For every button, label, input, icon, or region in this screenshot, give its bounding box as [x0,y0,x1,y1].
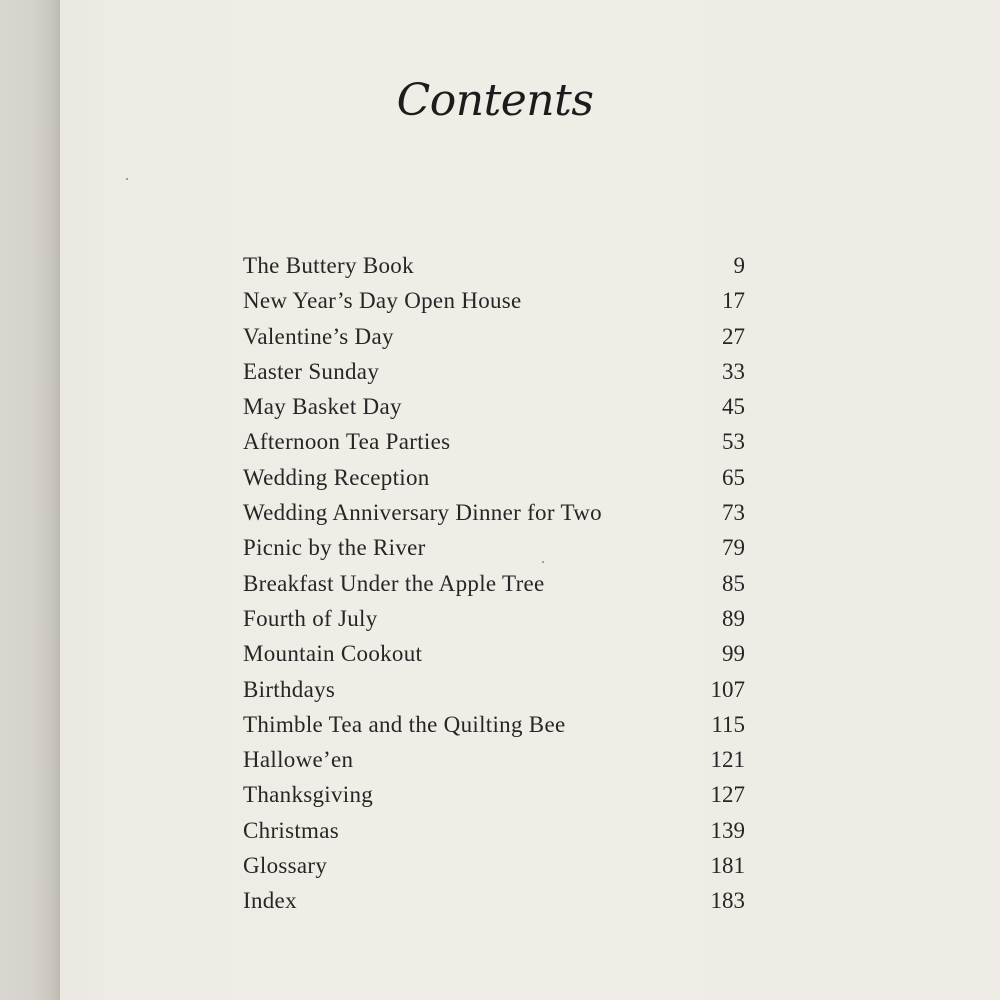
toc-entry-page-number: 33 [722,358,745,384]
toc-entry-title: Hallowe’en [243,747,354,773]
toc-entry-title: Wedding Anniversary Dinner for Two [243,500,602,526]
toc-entry [243,354,745,389]
toc-entry-page-number: 65 [722,464,745,490]
toc-entry-title: Thimble Tea and the Quilting Bee [243,711,566,737]
toc-entry-page-number: 183 [710,888,745,914]
toc-entry-page-number: 79 [722,535,745,561]
toc-entry [243,601,745,636]
toc-entry-page-number: 89 [722,605,745,631]
toc-entry-title: Fourth of July [243,605,378,631]
toc-entry-page-number: 53 [722,429,745,455]
toc-entry [243,283,745,318]
toc-entry [243,848,745,883]
toc-entry-title: Birthdays [243,676,336,702]
toc-entry [243,566,745,601]
toc-entry-page-number: 121 [710,747,745,773]
toc-entry-page-number: 85 [722,570,745,596]
toc-entry-title: Afternoon Tea Parties [243,429,451,455]
toc-entry-page-number: 73 [722,500,745,526]
toc-entry-page-number: 115 [711,711,745,737]
toc-entry-title: Picnic by the River [243,535,426,561]
toc-entry [243,813,745,848]
toc-entry-page-number: 45 [722,394,745,420]
toc-entry [243,319,745,354]
toc-entry [243,248,745,283]
toc-entry-page-number: 139 [710,817,745,843]
toc-entry-title: Index [243,888,297,914]
toc-entry-title: Mountain Cookout [243,641,423,667]
table-of-contents [243,248,745,919]
toc-entry-page-number: 27 [722,323,745,349]
toc-entry-title: May Basket Day [243,394,402,420]
toc-entry-page-number: 17 [722,288,745,314]
toc-entry [243,742,745,777]
toc-entry-page-number: 181 [710,853,745,879]
toc-entry-title: Wedding Reception [243,464,430,490]
toc-entry-title: Easter Sunday [243,358,380,384]
paper-speck [126,178,128,180]
toc-entry [243,424,745,459]
toc-entry-title: Thanksgiving [243,782,374,808]
toc-entry-title: Christmas [243,817,339,843]
toc-entry [243,460,745,495]
toc-entry-title: New Year’s Day Open House [243,288,522,314]
toc-entry-title: The Buttery Book [243,253,414,278]
toc-entry [243,707,745,742]
book-gutter [0,0,60,1000]
toc-entry [243,495,745,530]
page-title: Contents [396,75,594,126]
toc-entry-page-number: 9 [733,253,745,278]
toc-entry [243,777,745,812]
toc-entry-page-number: 127 [710,782,745,808]
toc-entry [243,636,745,671]
toc-entry [243,883,745,918]
toc-entry-page-number: 107 [710,676,745,702]
toc-entry-title: Valentine’s Day [243,323,394,349]
toc-entry-title: Breakfast Under the Apple Tree [243,570,545,596]
toc-entry [243,672,745,707]
toc-entry-page-number: 99 [722,641,745,667]
toc-entry-title: Glossary [243,853,328,879]
toc-entry [243,389,745,424]
toc-entry [243,530,745,565]
